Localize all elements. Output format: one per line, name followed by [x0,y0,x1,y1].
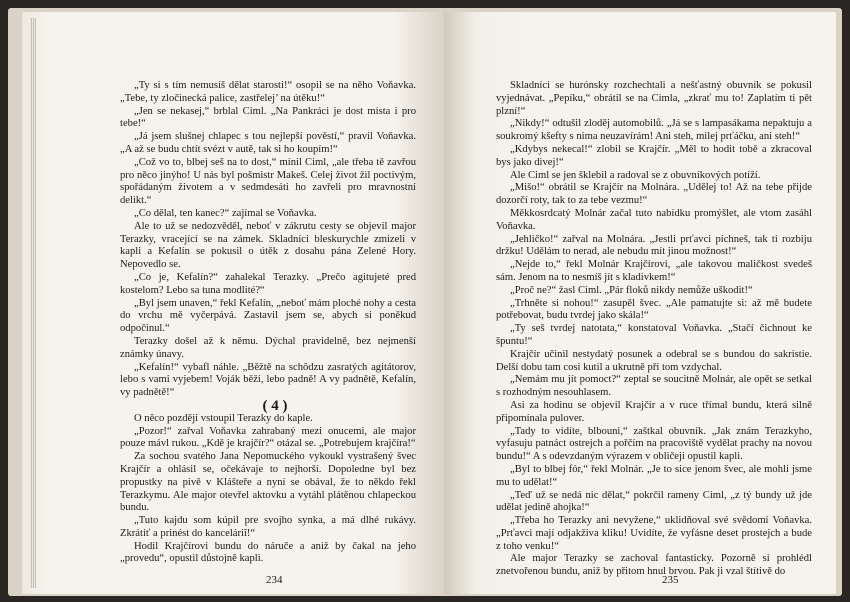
paragraph: Ale major Terazky se zachoval fantasticky. Pozorně si prohlédl znetvořenou bundu, aniž by přitom hnul brvou. Pak ji vzal štítivě do [496,553,812,578]
paragraph: Měkkosrdcatý Molnár začal tuto nabídku promýšlet, ale vtom zasáhl Voňavka. [496,207,812,232]
paragraph: „Kefalín!“ vybafl náhle. „Běžtě na schôdzu zasratých agitátorov, lebo s vami vyjebem! Voják běží, lebo padně! A vy padnětě, Kefalín, vy padnětě!“ [120,361,416,399]
open-book [8,8,842,596]
paragraph: „Proč ne?“ žasl Ciml. „Pár floků nikdy nemůže uškodit!“ [510,284,753,296]
paragraph: „Byl to blbej fór,“ řekl Molnár. „Je to sice jenom švec, ale mohli jsme mu to udělat!“ [496,463,812,488]
paragraph: „Co je, Kefalín?“ zahalekal Terazky. „Prečo agitujeté pred kostelom? Lebo sa tuna modlité?“ [120,271,416,296]
paragraph: „Jen se nekasej,“ brblal Ciml. „Na Pankráci je dost místa i pro tebe!“ [120,105,416,130]
chapter-heading: ( 4 ) [262,397,288,414]
paragraph: „Nejde to,“ řekl Molnár Krajčírovi, „ale takovou maličkost svedeš sám. Jenom na to nesmíš jít s kladivkem!“ [496,259,812,283]
paragraph: „Nikdy!“ odtušil zloděj automobilů. „Já se s lampasákama nepaktuju a soukromý kšefty s nima neuzavírám! Ani steh, milej prťáčku, ani steh!“ [496,118,812,143]
left-paragraphs-after [120,413,416,567]
paragraph: „Třeba ho Terazky ani nevyžene,“ uklidňoval své svědomí Voňavka. „Prťavci mají odjakživa kliku! Uvidíte, že vyfásne deset prostejch a bude z toho venku!“ [496,515,812,552]
paragraph: Terazky došel až k němu. Dýchal pravidelně, bez nejmenší známky únavy. [120,335,416,360]
paragraph: Ale Ciml se jen šklebil a radoval se z obuvníkových potíží. [510,169,761,181]
paragraph: „Nemám mu jít pomoct?“ zeptal se soucitně Molnár, ale opět se setkal s rozhodným nesouhlasem. [496,374,812,399]
paragraph: „Já jsem slušnej chlapec s tou nejlepší pověstí,“ pravil Voňavka. „A až se budu chtít svézt v autě, tak si ho koupím!“ [120,131,416,155]
paragraph: „Ty seš tvrdej natotata,“ konstatoval Voňavka. „Stačí čichnout ke špuntu!“ [496,323,812,347]
paragraph: Krajčír učinil nestydatý posunek a odebral se s bundou do sakristie. Delší dobu tam cosi kutil a ukrutně při tom vzdychal. [496,348,812,373]
paragraph: Asi za hodinu se objevil Krajčír a v ruce třímal bundu, která silně připomínala pulover. [496,399,812,424]
paragraph: Ale to už se nedozvěděl, neboť v zákrutu cesty se objevil major Terazky, vracející se na zámek. Skladníci bleskurychle zmizeli v kapli a Kefalín se pokusil o útěk z dosahu pána Zelené Hory. Nepovedlo se. [120,220,416,271]
paragraph: „Jehličko!“ zařval na Molnára. „Jestli prťavci píchneš, tak ti rozbiju držku! Udělám to nerad, ale nebudu mít jinou možnost!“ [496,233,812,258]
paragraph: Skladníci se hurónsky rozchechtali a nešťastný obuvník se pokusil vyjednávat. „Pepíku,“ obrátil se na Cimla, „zkrať mu to! Zaplatím ti pět plzní!“ [496,80,812,117]
left-page-text [120,80,416,566]
page-number-left: 234 [266,574,283,586]
paragraph: „Pozor!“ zařval Voňavka zahrabaný mezi onucemi, ale major pouze mávl rukou. „Kdě je krajčír?“ otázal se. „Potrebujem krajčíra!“ [120,425,416,450]
page-stack-edge [30,18,36,588]
right-paragraphs [496,80,812,579]
paragraph: „Tuto kajdu som kúpil pre svojho synka, a má dlhé rukávy. Zkrátiť a prinést do kanceláriî!“ [120,515,416,539]
paragraph: „Co dělal, ten kanec?“ zajímal se Voňavka. [134,207,317,219]
right-page [444,12,836,594]
page-number-right: 235 [662,574,679,586]
paragraph: „Byl jsem unaven,“ řekl Kefalín, „neboť mám ploché nohy a cesta do vrchu mě vyčerpává. Zastavil jsem se, abych si poněkud odpočinul.“ [120,297,416,335]
paragraph: „Kdybys nekecal!“ zlobil se Krajčír. „Měl to hodit tobě a zkracoval bys jako divej!“ [496,143,812,168]
paragraph: „Mišo!“ obrátil se Krajčír na Molnára. „Udělej to! Až na tebe přijde dozorčí roty, tak to za tebe vezmu!“ [496,182,812,207]
paragraph: „Což vo to, blbej seš na to dost,“ mínil Ciml, „ale třeba tě zavřou pro něco jinýho! U nás byl pošmistr Makeš. Celej život žil poctivým, spořádaným životem a v sedmdesáti ho zavřeli pro mravnostní delikt.“ [120,156,416,207]
paragraph: „Ty si s tím nemusíš dělat starosti!“ osopil se na něho Voňavka. „Tebe, ty zločinecká palice, zastřelej’ na útěku!“ [120,80,416,104]
left-paragraphs-before [120,80,416,400]
paragraph: „Trhněte si nohou!“ zasupěl švec. „Ale pamatujte si: až mě budete potřebovat, budu tvrdej jako skála!“ [496,297,812,322]
paragraph: Za sochou svatého Jana Nepomuckého vykoukl vystrašený švec Krajčír a ohlásil se, očekávaje to nejhorší. Dopoledne byl bez propustky na pivě v Klášteře a nyní se obával, že to někdo řekl Terazkymu. Ale major otevřel aktovku a vytáhl plátěnou chlapeckou bundu. [120,451,416,514]
left-page [22,12,444,594]
paragraph: „Tady to vidíte, blbouni,“ zaštkal obuvník. „Jak znám Terazkyho, vyfasuju patnáct ostrejch a pořčím na pracoviště vydělat prachy na novou bundu!“ A s odevzdaným výrazem v obličeji opustil kapli. [496,425,812,463]
paragraph: O něco později vstoupil Terazky do kaple. [134,412,313,424]
paragraph: „Teď už se nedá nic dělat,“ pokrčil rameny Ciml, „z tý bundy už jde udělat jedině ahojka!“ [496,489,812,514]
paragraph: Hodil Krajčírovi bundu do náruče a aniž by čakal na jeho „provedu“, opustil důstojně kapli. [120,540,416,565]
right-page-text [496,80,812,579]
